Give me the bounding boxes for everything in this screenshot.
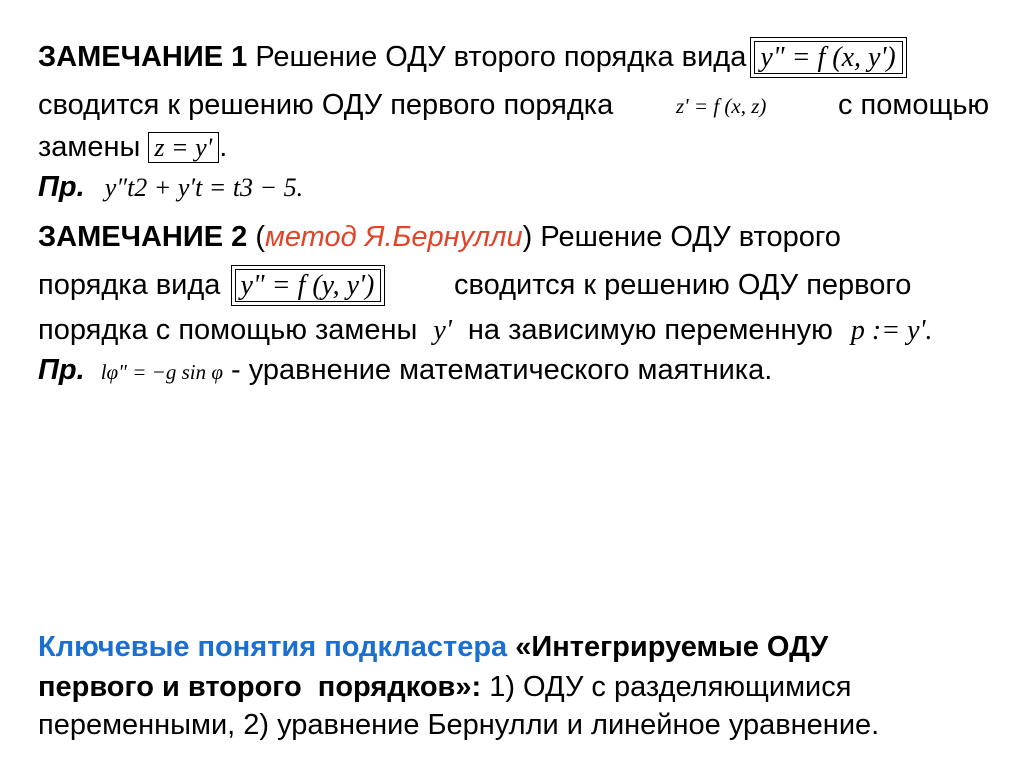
remark1-equation-first-order: z' = f (x, z) <box>676 94 767 118</box>
summary-title-part1: «Интегрируемые ОДУ <box>515 631 829 663</box>
summary-line3 <box>38 708 879 742</box>
remark1-text-b: сводится к решению ОДУ первого порядка <box>38 89 614 121</box>
remark2-line3 <box>38 313 933 348</box>
remark2-text-c: сводится к решению ОДУ первого <box>454 269 912 301</box>
summary-text-line3: переменными, 2) уравнение Бернулли и линейное уравнение. <box>38 709 880 741</box>
remark2-text-e: на зависимую переменную <box>467 314 833 346</box>
summary-line2 <box>38 670 851 704</box>
remark2-variable: y' <box>433 315 452 346</box>
remark1-dot: . <box>219 131 228 163</box>
remark2-equation-boxed: y" = f (y, y') <box>235 269 382 302</box>
example2-label: Пр. <box>38 354 85 386</box>
remark1-line2 <box>38 88 613 122</box>
remark1-text-a: Решение ОДУ второго порядка вида <box>255 41 747 73</box>
remark1-text-c: с помощью <box>838 89 990 121</box>
example1-equation: y″t2 + y′t = t3 − 5. <box>104 173 304 202</box>
summary-title-part2: первого и второго порядков»: <box>38 671 482 703</box>
remark2-line2 <box>38 268 381 303</box>
example2-line <box>38 353 772 389</box>
remark2-heading: ЗАМЕЧАНИЕ 2 <box>38 221 248 253</box>
remark1-line3 <box>38 130 227 165</box>
example2-text: - уравнение математического маятника. <box>231 354 773 386</box>
summary-line1 <box>38 630 828 664</box>
remark1-substitution-boxed: z = y' <box>148 132 219 163</box>
summary-text-line2: 1) ОДУ с разделяющимися <box>489 671 852 703</box>
remark1-text-d: замены <box>38 131 141 163</box>
remark2-text-b: порядка вида <box>38 269 221 301</box>
remark2-line1 <box>38 220 841 254</box>
remark1-equation-boxed: y" = f (x, y') <box>754 41 902 74</box>
remark2-new-variable: p := y'. <box>850 315 933 346</box>
remark1-heading: ЗАМЕЧАНИЕ 1 <box>38 41 248 73</box>
remark2-paren-open: ( <box>255 221 265 253</box>
remark2-text-a: Решение ОДУ второго <box>540 221 841 253</box>
remark2-method: метод Я.Бернулли <box>264 221 523 253</box>
example1-label: Пр. <box>38 171 85 203</box>
remark2-text-d: порядка с помощью замены <box>38 314 418 346</box>
remark2-paren-close: ) <box>522 221 533 253</box>
example1-line <box>38 170 303 205</box>
example2-equation: lφ" = −g sin φ <box>100 360 223 384</box>
summary-lead: Ключевые понятия подкластера <box>38 631 508 663</box>
remark1-line1 <box>38 40 903 75</box>
